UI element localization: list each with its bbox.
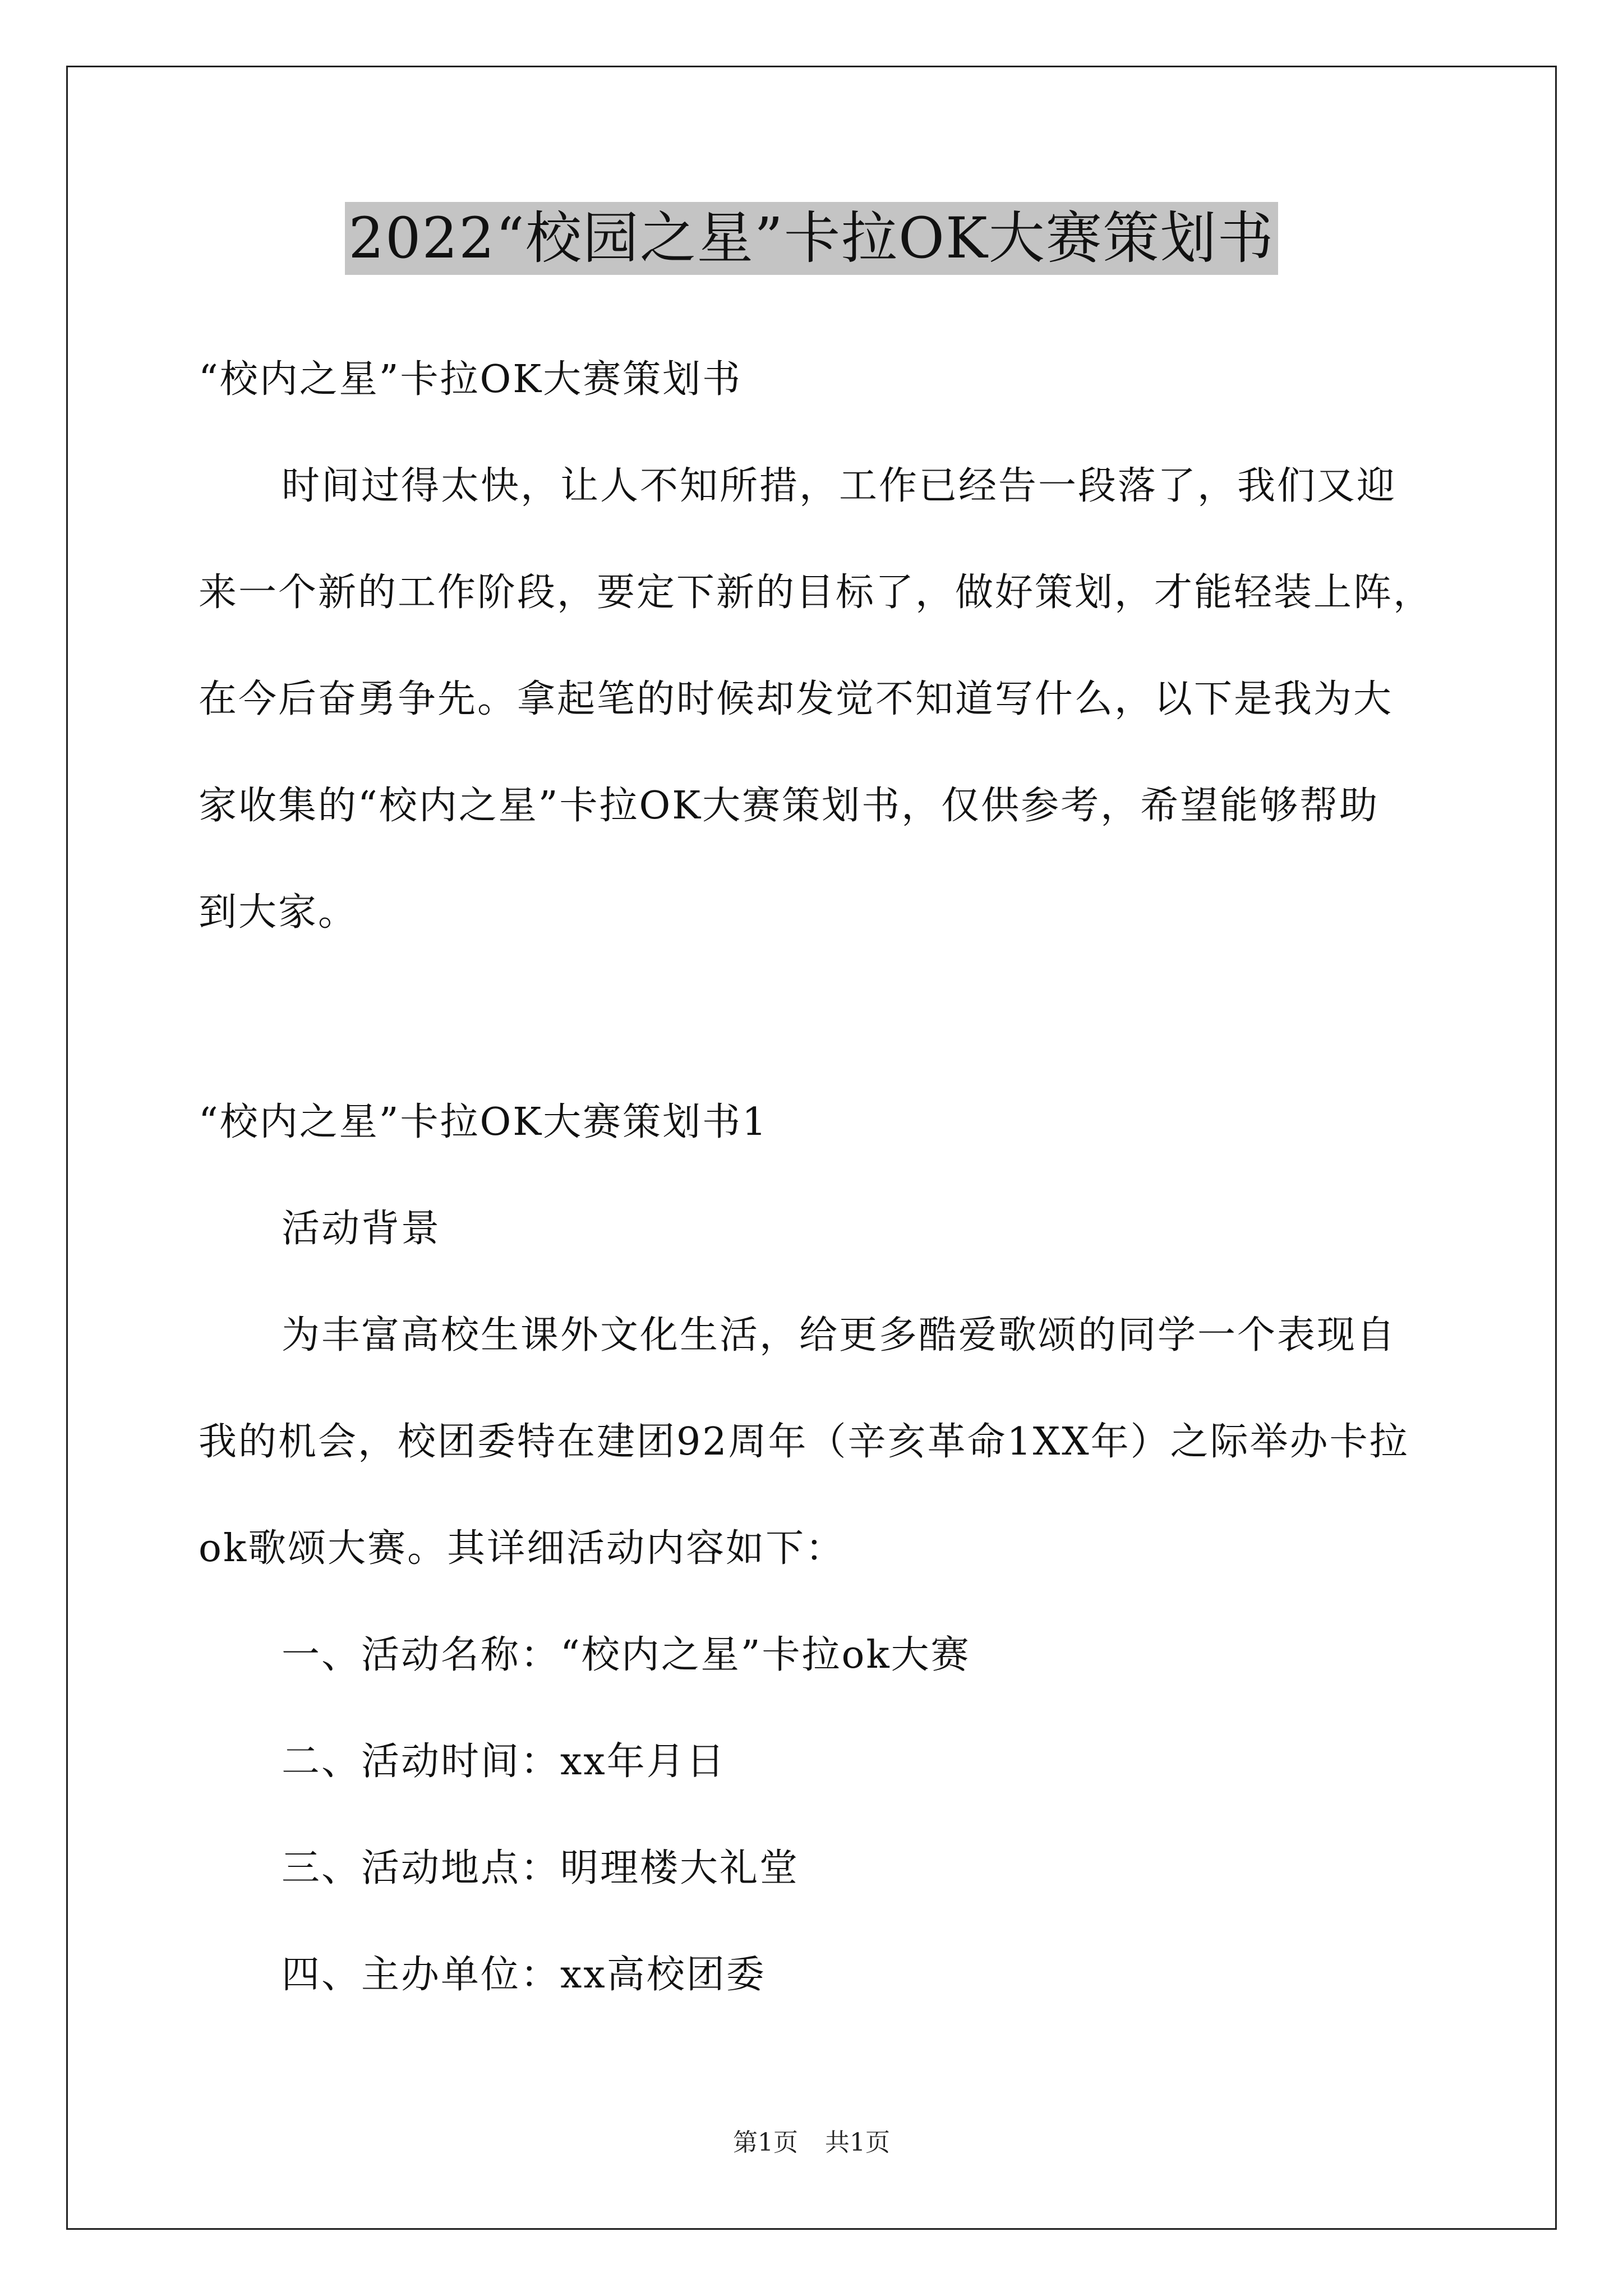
document-title: 2022“校园之星”卡拉OK大赛策划书 [345, 202, 1278, 275]
section-subheading: 活动背景 [282, 1207, 441, 1251]
body-text-line: 时间过得太快，让人不知所措，工作已经告一段落了，我们又迎 [282, 464, 1397, 508]
body-text-line: 来一个新的工作阶段，要定下新的目标了，做好策划，才能轻装上阵， [199, 570, 1433, 615]
body-text-line: 到大家。 [199, 890, 358, 935]
page-total: 共1页 [825, 2128, 890, 2157]
page-number: 第1页 [733, 2128, 798, 2157]
body-text-line: 在今后奋勇争先。拿起笔的时候却发觉不知道写什么，以下是我为大 [199, 677, 1394, 721]
section-heading: “校内之星”卡拉OK大赛策划书1 [199, 1100, 768, 1144]
body-text-line: 家收集的“校内之星”卡拉OK大赛策划书，仅供参考，希望能够帮助 [199, 784, 1380, 828]
list-item: 四、主办单位：xx高校团委 [282, 1953, 766, 1997]
list-item: 三、活动地点：明理楼大礼堂 [282, 1846, 800, 1890]
title-container [0, 202, 1623, 275]
body-text-line: ok歌颂大赛。其详细活动内容如下： [199, 1526, 846, 1571]
body-text-line: 我的机会，校团委特在建团92周年（辛亥革命1XX年）之际举办卡拉 [199, 1420, 1409, 1464]
list-item: 一、活动名称：“校内之星”卡拉ok大赛 [282, 1633, 971, 1677]
body-text-line: 为丰富高校生课外文化生活，给更多酷爱歌颂的同学一个表现自 [282, 1313, 1397, 1358]
list-item: 二、活动时间：xx年月日 [282, 1740, 726, 1784]
subtitle-line: “校内之星”卡拉OK大赛策划书 [199, 357, 743, 402]
page-footer [0, 2126, 1623, 2160]
